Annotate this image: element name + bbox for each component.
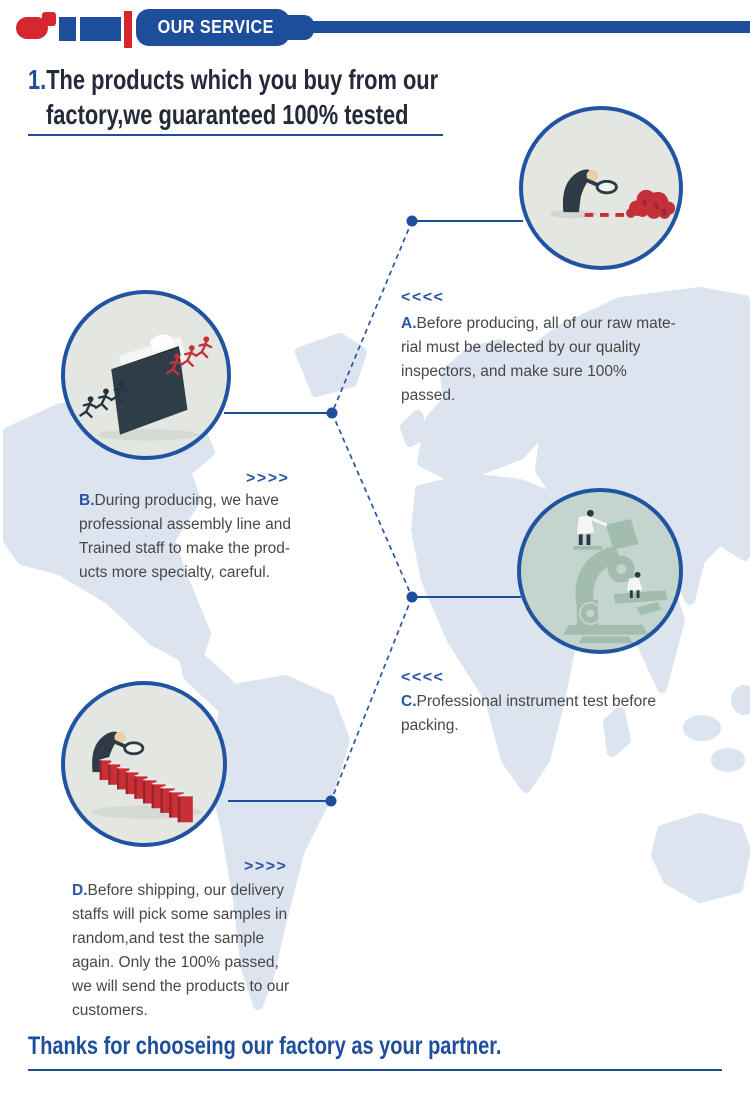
dashed-link-a-b	[332, 221, 412, 413]
page-title	[28, 62, 554, 132]
title-underline	[28, 134, 443, 136]
step-first-line-rest: During producing, we have	[94, 492, 279, 509]
step-letter: A.	[401, 315, 417, 332]
microscope-illustration	[521, 492, 679, 650]
node-dot-b	[327, 408, 338, 419]
svg-text:$: $	[653, 201, 659, 212]
step-letter: B.	[79, 492, 95, 509]
step-paragraph-a	[401, 312, 711, 408]
svg-text:$: $	[661, 206, 667, 217]
step-first-line-rest: Professional instrument test before	[416, 693, 657, 710]
illustration-circle-a	[519, 106, 683, 270]
step-text-line	[72, 879, 352, 903]
illustration-circle-d	[61, 681, 227, 847]
svg-text:$: $	[642, 197, 648, 208]
illustration-circle-b	[61, 290, 231, 460]
step-text-line: again. Only the 100% passed,	[72, 954, 279, 971]
node-dot-c	[407, 592, 418, 603]
plug-tip-notch	[42, 12, 56, 26]
plug-red-divider	[124, 11, 132, 48]
node-dot-d	[326, 796, 337, 807]
title-line-1: The products which you buy from our	[46, 64, 439, 95]
arrow-right-icon: >>>>	[246, 470, 290, 487]
thanks-message: Thanks for chooseing our factory as your partner.	[28, 1032, 502, 1060]
arrow-left-icon: <<<<	[401, 289, 445, 306]
plug-segment-large	[80, 17, 121, 41]
step-text-line	[401, 690, 721, 714]
illustration-circle-c	[517, 488, 683, 654]
step-letter: D.	[72, 882, 88, 899]
magnifier-money-illustration	[523, 110, 679, 266]
dashed-link-c-d	[331, 597, 412, 801]
arrow-right-icon: >>>>	[244, 858, 288, 875]
dashed-link-b-c	[332, 413, 412, 597]
step-paragraph-d	[72, 879, 352, 1023]
arrow-left-icon: <<<<	[401, 669, 445, 686]
section-banner-label: OUR SERVICE	[157, 17, 274, 37]
step-text-line: customers.	[72, 1002, 148, 1019]
step-text-line: staffs will pick some samples in	[72, 906, 288, 923]
folder-runners-illustration	[65, 294, 227, 456]
step-paragraph-c	[401, 690, 721, 738]
step-text-line: professional assembly line and	[79, 516, 291, 533]
node-dot-a	[407, 216, 418, 227]
step-text-line: inspectors, and make sure 100%	[401, 363, 627, 380]
scientist-top	[577, 510, 606, 545]
step-paragraph-b	[79, 489, 339, 585]
step-text-line: rial must be delected by our quality	[401, 339, 641, 356]
step-text-line: we will send the products to our	[72, 978, 290, 995]
header-rule-bar	[300, 21, 750, 33]
step-text-line	[401, 312, 711, 336]
magnifier-folders-illustration	[65, 685, 223, 843]
step-text-line	[79, 489, 339, 513]
step-text-line: passed.	[401, 387, 456, 404]
footer-underline	[28, 1069, 722, 1071]
step-text-line: packing.	[401, 717, 459, 734]
title-number: 1.	[28, 64, 47, 95]
step-text-line: Trained staff to make the prod-	[79, 540, 291, 557]
step-letter: C.	[401, 693, 417, 710]
section-banner	[136, 9, 290, 46]
step-first-line-rest: Before producing, all of our raw mate-	[416, 315, 676, 332]
step-first-line-rest: Before shipping, our delivery	[87, 882, 284, 899]
step-text-line: ucts more specialty, careful.	[79, 564, 270, 581]
plug-segment-small	[59, 17, 76, 41]
step-text-line: random,and test the sample	[72, 930, 265, 947]
title-line-2: factory,we guaranteed 100% tested	[46, 99, 409, 130]
